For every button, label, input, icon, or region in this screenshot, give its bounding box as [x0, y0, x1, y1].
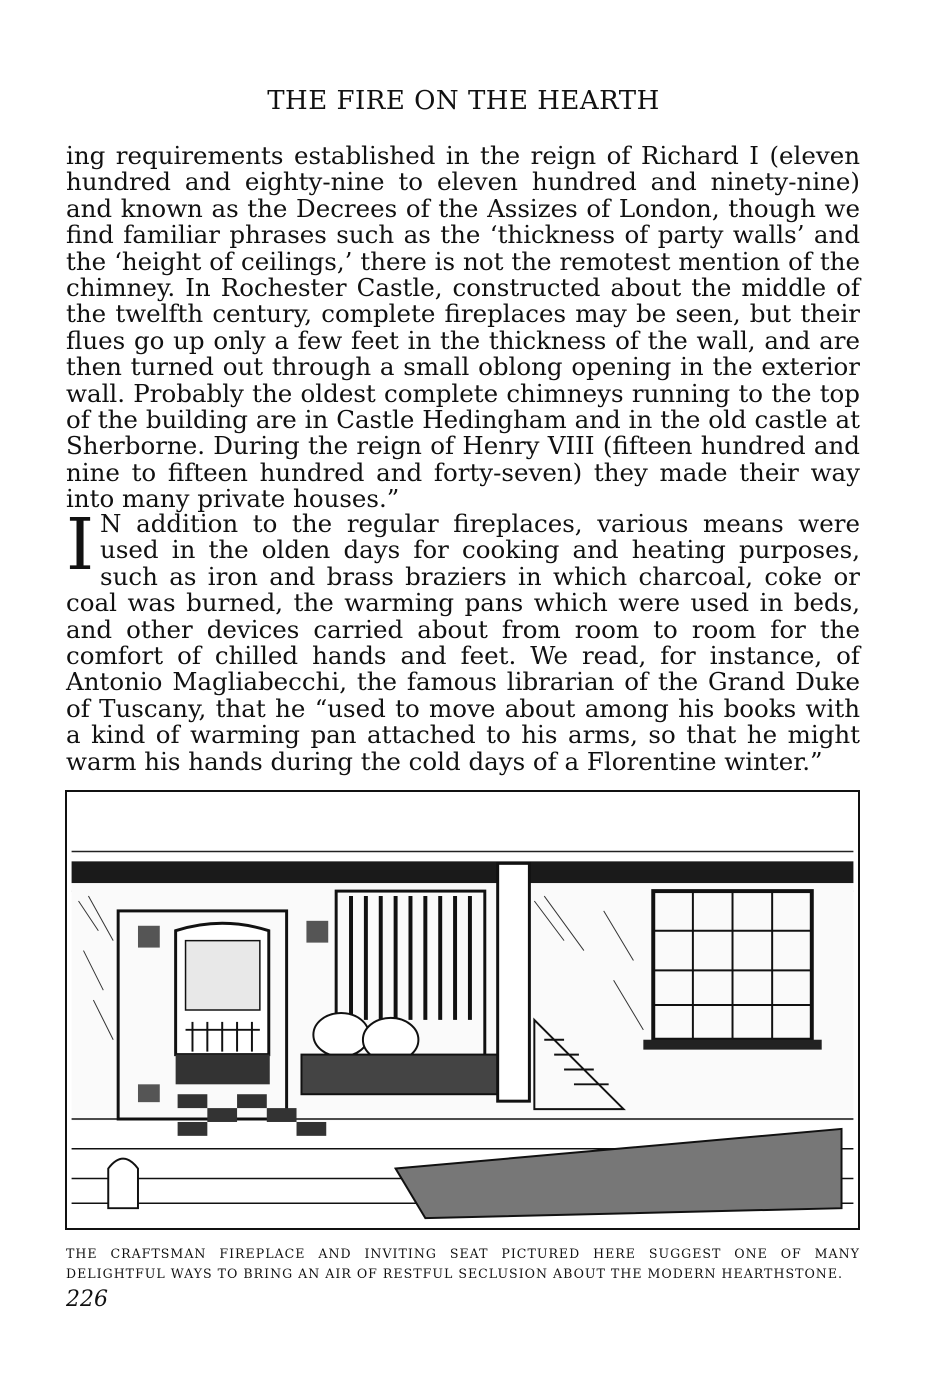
body-paragraph-2-text: N addition to the regular fireplaces, various means were used in the olden days for cooking and heating purposes, such as iron and brass braziers in which charcoal, coke or coal was burned, the warming pans which were used in beds, and other devices carried about from room to room for the comfort of chilled hands and feet. We read, for instance, of Antonio Magliabecchi, the famous librarian of the Grand Duke of Tuscany, that he “used to move about among his books with a kind of warming pan attached to his arms, so that he might warm his hands during the cold days of a Florentine winter.” — [66, 509, 860, 776]
body-paragraph-2 — [66, 503, 860, 776]
ceiling-beam — [72, 861, 854, 883]
body-paragraph-1: ing requirements established in the reign of Richard I (eleven hundred and eighty-nine to eleven hundred and ninety-nine) and known as the Decrees of the Assizes of London, though we find familiar phrases such as the ‘thickness of party walls’ and the ‘height of ceilings,’ there is not the remotest mention of the chimney. In Rochester Castle, constructed about the middle of the twelfth century, complete fireplaces may be seen, but their flues go up only a few feet in the thickness of the wall, and are then turned out through a small oblong opening in the exterior wall. Probably the oldest complete chimneys running to the top of the building are in Castle Hedingham and in the old castle at Sherborne. During the reign of Henry VIII (fifteen hundred and nine to fifteen hundred and forty-seven) they made their way into many private houses.” — [66, 141, 860, 514]
page-number: 226 — [66, 1287, 108, 1312]
craftsman-mark-icon — [108, 1159, 138, 1209]
figure-caption: THE CRAFTSMAN FIREPLACE AND INVITING SEAT PICTURED HERE SUGGEST ONE OF MANY DELIGHTFUL WAYS TO BRING AN AIR OF RESTFUL SECLUSION ABOUT THE MODERN HEARTHSTONE. — [66, 1246, 860, 1281]
fireplace-illustration — [65, 790, 860, 1230]
fireplace-interior-illustration-icon — [67, 792, 858, 1228]
drop-cap: I — [66, 503, 95, 586]
running-header: THE FIRE ON THE HEARTH — [267, 86, 660, 116]
